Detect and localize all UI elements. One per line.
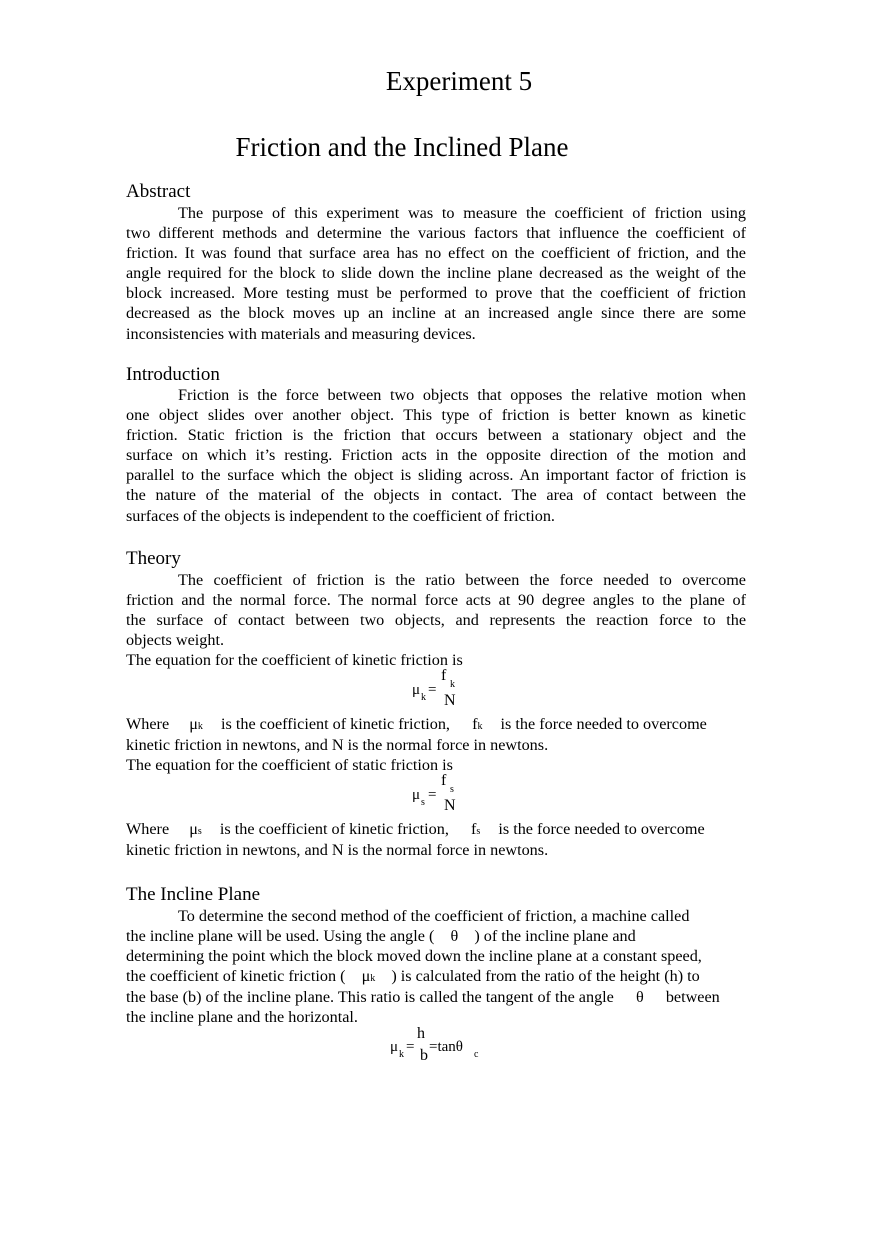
mu-k-symbol: μk — [189, 715, 203, 733]
eq-n-denominator: N — [444, 797, 456, 814]
abstract-paragraph — [126, 203, 746, 344]
where-text: is the coefficient of kinetic friction, — [219, 820, 449, 838]
static-where-line — [126, 819, 705, 842]
eq-k-subscript: k — [399, 1049, 404, 1060]
eq-s-subscript: s — [450, 784, 454, 795]
incline-line: the incline plane and the horizontal. — [126, 1008, 358, 1026]
abstract-heading: Abstract — [126, 181, 191, 202]
where-text: is the force needed to overcome — [500, 715, 707, 733]
kinetic-where-line — [126, 714, 707, 737]
abstract-line: inconsistencies with materials and measuring devices. — [126, 324, 476, 343]
eq-mu-symbol: μ — [412, 787, 421, 803]
experiment-subtitle: Friction and the Inclined Plane — [235, 132, 569, 162]
abstract-line: decreased as the block moves up an incline at an increased angle since there are some — [126, 304, 746, 323]
abstract-line: block increased. More testing must be performed to prove that the coefficient of friction — [126, 284, 746, 303]
eq-k-subscript: k — [450, 679, 455, 690]
f-k-symbol: fk — [472, 715, 483, 733]
introduction-line: surface on which it’s resting. Friction acts in the opposite direction of the motion and — [126, 446, 746, 465]
abstract-line: friction. It was found that surface area has no effect on the coefficient of friction, and the — [126, 244, 746, 263]
where-label: Where — [126, 820, 170, 838]
eq-equals: = — [428, 682, 437, 698]
incline-line: the coefficient of kinetic friction ( μk ) is calculated from the ratio of the height (h) to — [126, 967, 700, 985]
theory-line: The coefficient of friction is the ratio between the force needed to overcome — [178, 571, 746, 589]
introduction-line: parallel to the surface which the object is sliding across. An important factor of friction is — [126, 466, 746, 485]
f-s-symbol: fs — [470, 820, 481, 838]
introduction-line: Friction is the force between two objects that opposes the relative motion when — [178, 386, 746, 404]
introduction-heading: Introduction — [126, 364, 220, 385]
eq-s-subscript: s — [421, 797, 425, 808]
eq-equals: = — [428, 787, 437, 803]
theory-line: friction and the normal force. The normal force acts at 90 degree angles to the plane of — [126, 591, 746, 610]
eq-equals: = — [406, 1039, 415, 1055]
incline-line: the base (b) of the incline plane. This ratio is called the tangent of the angle θ between — [126, 988, 720, 1006]
static-equation-intro: The equation for the coefficient of static friction is — [126, 756, 453, 774]
theory-heading: Theory — [126, 548, 181, 569]
where-text: is the coefficient of kinetic friction, — [221, 715, 450, 733]
introduction-line: one object slides over another object. This type of friction is better known as kinetic — [126, 406, 746, 425]
kinetic-where-line-2: kinetic friction in newtons, and N is the normal force in newtons. — [126, 736, 549, 754]
static-friction-equation — [412, 773, 472, 817]
experiment-title: Experiment 5 — [385, 66, 533, 96]
eq-k-subscript: k — [421, 692, 426, 703]
introduction-line: friction. Static friction is the friction that occurs between a stationary object and the — [126, 426, 746, 445]
eq-h-numerator: h — [417, 1025, 425, 1042]
incline-line: To determine the second method of the coefficient of friction, a machine called — [178, 907, 690, 925]
incline-line: determining the point which the block moved down the incline plane at a constant speed, — [126, 947, 702, 965]
mu-k-symbol: μk — [361, 967, 376, 985]
eq-f-numerator: f — [441, 667, 447, 684]
eq-f-numerator: f — [441, 772, 447, 789]
eq-tan-theta: =tanθ — [429, 1039, 463, 1055]
eq-b-denominator: b — [420, 1047, 428, 1064]
incline-heading: The Incline Plane — [126, 884, 261, 905]
theory-paragraph — [126, 570, 746, 650]
theta-symbol: θ — [635, 988, 644, 1006]
mu-s-symbol: μs — [189, 820, 202, 838]
introduction-line: surfaces of the objects is independent to the coefficient of friction. — [126, 506, 555, 525]
tangent-equation — [390, 1026, 490, 1070]
abstract-line: The purpose of this experiment was to measure the coefficient of friction using — [178, 204, 746, 222]
theta-symbol: θ — [450, 927, 459, 945]
eq-mu-symbol: μ — [412, 682, 421, 698]
abstract-line: two different methods and determine the various factors that influence the coefficient of — [126, 224, 746, 243]
kinetic-friction-equation — [412, 668, 472, 712]
kinetic-equation-intro: The equation for the coefficient of kinetic friction is — [126, 651, 463, 669]
theory-line: the surface of contact between two objects, and represents the reaction force to the — [126, 611, 746, 630]
eq-c-subscript: c — [474, 1049, 479, 1060]
introduction-line: the nature of the material of the objects in contact. The area of contact between the — [126, 486, 746, 505]
static-where-line-2: kinetic friction in newtons, and N is the normal force in newtons. — [126, 841, 549, 859]
where-text: is the force needed to overcome — [498, 820, 705, 838]
introduction-paragraph — [126, 385, 746, 526]
incline-line: the incline plane will be used. Using the angle ( θ ) of the incline plane and — [126, 927, 636, 945]
where-label: Where — [126, 715, 170, 733]
eq-mu-symbol: μ — [390, 1039, 399, 1055]
theory-line: objects weight. — [126, 631, 225, 650]
eq-n-denominator: N — [444, 692, 456, 709]
abstract-line: angle required for the block to slide down the incline plane decreased as the weight of the — [126, 264, 746, 283]
